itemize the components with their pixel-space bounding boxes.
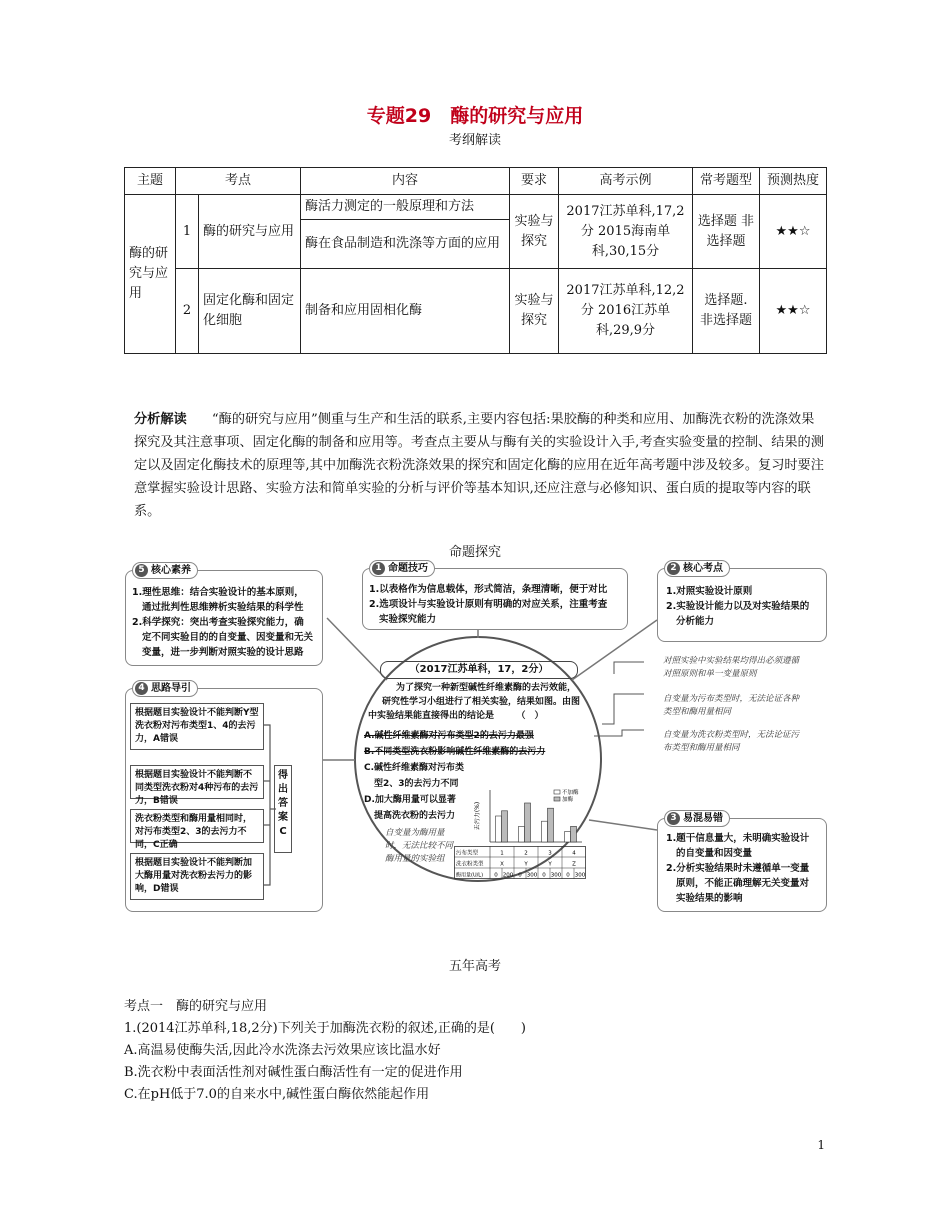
header-cell: 常考题型	[693, 168, 760, 195]
bar-enzyme-2	[525, 803, 531, 842]
note-detergent-type	[663, 729, 799, 755]
option-c-cont: 型2、3的去污力不同	[374, 779, 459, 789]
box-title: 命题技巧	[388, 563, 428, 574]
box-line: 原则，不能正确理解无关变量对	[676, 878, 810, 889]
chart-table	[454, 846, 586, 879]
question-stem-1: 1.(2014江苏单科,18,2分)下列关于加酶洗衣粉的叙述,正确的是( )	[124, 1021, 526, 1036]
legend-swatch-no-enzyme	[554, 790, 560, 794]
guide-item: 根据题目实验设计不能判断Y型洗衣粉对污布类型1、4的去污力，A错误	[130, 703, 264, 750]
box-line: 2.选项设计与实验设计原则有明确的对应关系，注重考查	[369, 599, 608, 610]
box-line: 1.对照实验设计原则	[666, 586, 753, 597]
core-literacy-box	[125, 565, 323, 666]
box-line: 实验结果的影响	[676, 893, 743, 904]
annotation-line: 酶用量的实验组	[385, 854, 445, 864]
number-badge: 4	[135, 682, 148, 695]
option-c-text: C.在pH低于7.0的自来水中,碱性蛋白酶依然能起作用	[124, 1087, 430, 1102]
core-point-tag	[664, 560, 730, 577]
option-d-cont: 提高洗衣粉的去污力	[374, 811, 456, 821]
example-cell: 2017江苏单科,17,2分 2015海南单科,30,15分	[559, 195, 693, 269]
option-b: B.不同类型洗衣粉影响碱性纤维素酶的去污力	[364, 747, 546, 757]
content-cell: 酶在食品制造和洗涤等方面的应用	[301, 220, 510, 269]
heat-cell: ★★☆	[760, 269, 827, 354]
option-a-text: A.高温易使酶失活,因此冷水洗涤去污效果应该比温水好	[124, 1043, 441, 1058]
question-source: （2017江苏单科，17，2分）	[380, 661, 578, 679]
theme-cell: 酶的研究与应用	[125, 195, 176, 354]
question-type-cell: 选择题. 非选择题	[693, 269, 760, 354]
stem-line: 为了探究一种新型碱性纤维素酶的去污效能，	[396, 683, 577, 693]
note-line: 类型和酶用量相同	[663, 707, 732, 717]
table-cell: 0	[542, 872, 546, 879]
bar-enzyme-1	[502, 811, 508, 842]
core-literacy-tag	[132, 562, 198, 579]
point-number: 2	[176, 269, 199, 354]
box-line: 定不同实验目的的自变量、因变量和无关	[142, 632, 314, 643]
option-c: C.碱性纤维素酶对污布类	[364, 763, 465, 773]
example-cell: 2017江苏单科,12,2分 2016江苏单科,29,9分	[559, 269, 693, 354]
annotation-line: 时，无法比较不同	[385, 841, 454, 851]
analysis-paragraph	[134, 408, 824, 523]
detergency-chart	[474, 786, 586, 844]
guide-box	[125, 683, 323, 912]
question-stem	[368, 681, 608, 723]
table-cell: 4	[572, 850, 576, 857]
box-title: 思路导引	[151, 683, 191, 694]
stem-line: 研究性学习小组进行了相关实验，结果如图。由图	[382, 697, 581, 707]
heat-cell: ★★☆	[760, 195, 827, 269]
point-number: 1	[176, 195, 199, 269]
annotation-line: 自变量为酶用量	[385, 828, 445, 838]
section-title: 考点一 酶的研究与应用	[124, 999, 268, 1014]
core-point-box	[657, 563, 827, 642]
table-cell: 300	[550, 872, 562, 879]
page-title: 专题29 酶的研究与应用	[366, 105, 584, 127]
table-cell: Y	[524, 861, 528, 868]
requirement-cell: 实验与探究	[510, 195, 559, 269]
legend-label: 加酶	[562, 797, 574, 803]
number-badge: 1	[372, 562, 385, 575]
box-line: 1.理性思维：结合实验设计的基本原则，	[132, 587, 304, 598]
box-title: 核心考点	[683, 563, 723, 574]
section-subtitle: 考纲解读	[448, 133, 501, 148]
table-header-row	[125, 168, 827, 195]
bar-no-enzyme-4	[565, 832, 571, 842]
table-cell: 200	[502, 872, 514, 879]
header-cell: 内容	[301, 168, 510, 195]
box-line: 通过批判性思维辨析实验结果的科学性	[142, 602, 304, 613]
bar-group	[496, 803, 577, 842]
five-year-heading: 五年高考	[448, 959, 501, 974]
bar-no-enzyme-1	[496, 816, 502, 842]
circle-annotation	[385, 827, 453, 866]
answer-box: 得出答案C	[274, 765, 292, 853]
syllabus-table	[124, 167, 827, 354]
table-cell: 0	[518, 872, 522, 879]
table-cell: 0	[566, 872, 570, 879]
box-line: 的自变量和因变量	[676, 848, 753, 859]
option-b-text: B.洗衣粉中表面活性剂对碱性蛋白酶活性有一定的促进作用	[124, 1065, 463, 1080]
header-cell: 高考示例	[559, 168, 693, 195]
table-cell: 1	[500, 850, 504, 857]
table-row-label: 酶用量(U/L)	[456, 872, 484, 879]
table-cell: 0	[494, 872, 498, 879]
table-cell: X	[500, 861, 504, 868]
table-cell: 300	[526, 872, 538, 879]
analysis-text: “酶的研究与应用”侧重与生产和生活的联系,主要内容包括:果胶酶的种类和应用、加酶洗衣粉的洗涤效果探究及其注意事项、固定化酶的制备和应用等。考查点主要从与酶有关的实验设计入手,考查实验变量的控制、结果的测定以及固定化酶技术的原理等,其中加酶洗衣粉洗涤效果的探究和固定化酶的应用在近年高考题中涉及较多。复习时要注意掌握实验设计思路、实验方法和简单实验的分析与评价等基本知识,还应注意与必修知识、蛋白质的提取等内容的联系。	[134, 412, 824, 519]
header-cell: 预测热度	[760, 168, 827, 195]
note-line: 自变量为污布类型时，无法论证各种	[663, 694, 800, 704]
box-line: 2.实验设计能力以及对实验结果的	[666, 601, 810, 612]
header-cell: 主题	[125, 168, 176, 195]
guide-item: 根据题目实验设计不能判断不同类型洗衣粉对4种污布的去污力，B错误	[130, 765, 264, 799]
bar-enzyme-4	[571, 826, 577, 842]
technique-box	[362, 563, 628, 630]
question-type-cell: 选择题 非选择题	[693, 195, 760, 269]
bar-no-enzyme-3	[542, 821, 548, 842]
explore-heading: 命题探究	[448, 545, 501, 560]
legend-label: 不加酶	[562, 790, 579, 796]
confusion-tag	[664, 810, 730, 827]
y-axis-label: 去污力(%)	[474, 801, 481, 831]
box-line: 2.分析实验结果时未遵循单一变量	[666, 863, 810, 874]
table-row	[125, 195, 827, 220]
number-badge: 3	[667, 812, 680, 825]
point-name: 固定化酶和固定化细胞	[199, 269, 301, 354]
table-cell: 2	[524, 850, 528, 857]
table-cells	[494, 846, 585, 879]
note-control-principle	[663, 655, 799, 681]
box-line: 分析能力	[676, 616, 715, 627]
requirement-cell: 实验与探究	[510, 269, 559, 354]
header-cell: 考点	[176, 168, 301, 195]
note-line: 布类型和酶用量相同	[663, 743, 740, 753]
note-line: 对照原则和单一变量原则	[663, 669, 757, 679]
bar-enzyme-3	[548, 808, 554, 842]
content-cell: 酶活力测定的一般原理和方法	[301, 195, 510, 220]
table-row-label: 污布类型	[456, 850, 479, 857]
table-cell: 300	[574, 872, 586, 879]
table-row-label: 洗衣粉类型	[456, 861, 484, 868]
guide-item: 根据题目实验设计不能判断加大酶用量对洗衣粉去污力的影响，D错误	[130, 853, 264, 900]
note-fabric-type	[663, 693, 799, 719]
box-line: 实验探究能力	[379, 614, 437, 625]
box-line: 2.科学探究：突出考查实验探究能力，确	[132, 617, 304, 628]
option-d: D.加大酶用量可以显著	[364, 795, 456, 805]
bar-no-enzyme-2	[519, 826, 525, 842]
box-title: 核心素养	[151, 565, 191, 576]
page-number: 1	[817, 1138, 825, 1152]
legend-swatch-enzyme	[554, 797, 560, 801]
box-title: 易混易错	[683, 813, 723, 824]
point-name: 酶的研究与应用	[199, 195, 301, 269]
analysis-label: 分析解读	[134, 412, 187, 427]
option-a: A.碱性纤维素酶对污布类型2的去污力最强	[364, 731, 534, 741]
note-line: 自变量为洗衣粉类型时，无法论证污	[663, 730, 800, 740]
box-line: 1.以表格作为信息载体，形式简洁，条理清晰，便于对比	[369, 584, 608, 595]
box-line: 变量，进一步判断对照实验的设计思路	[142, 647, 304, 658]
confusion-box	[657, 813, 827, 912]
guide-item: 洗衣粉类型和酶用量相同时，对污布类型2、3的去污力不同，C正确	[130, 809, 264, 843]
stem-line: 中实验结果能直接得出的结论是 （ ）	[368, 711, 544, 721]
technique-tag	[369, 560, 435, 577]
number-badge: 5	[135, 564, 148, 577]
guide-connectors	[126, 689, 322, 911]
table-cell: 3	[548, 850, 552, 857]
header-cell: 要求	[510, 168, 559, 195]
content-cell: 制备和应用固相化酶	[301, 269, 510, 354]
number-badge: 2	[667, 562, 680, 575]
note-line: 对照实验中实验结果均得出必须遵循	[663, 656, 800, 666]
table-row	[125, 269, 827, 354]
table-cell: Y	[548, 861, 552, 868]
box-line: 1.题干信息量大，未明确实验设计	[666, 833, 810, 844]
table-cell: Z	[572, 861, 576, 868]
